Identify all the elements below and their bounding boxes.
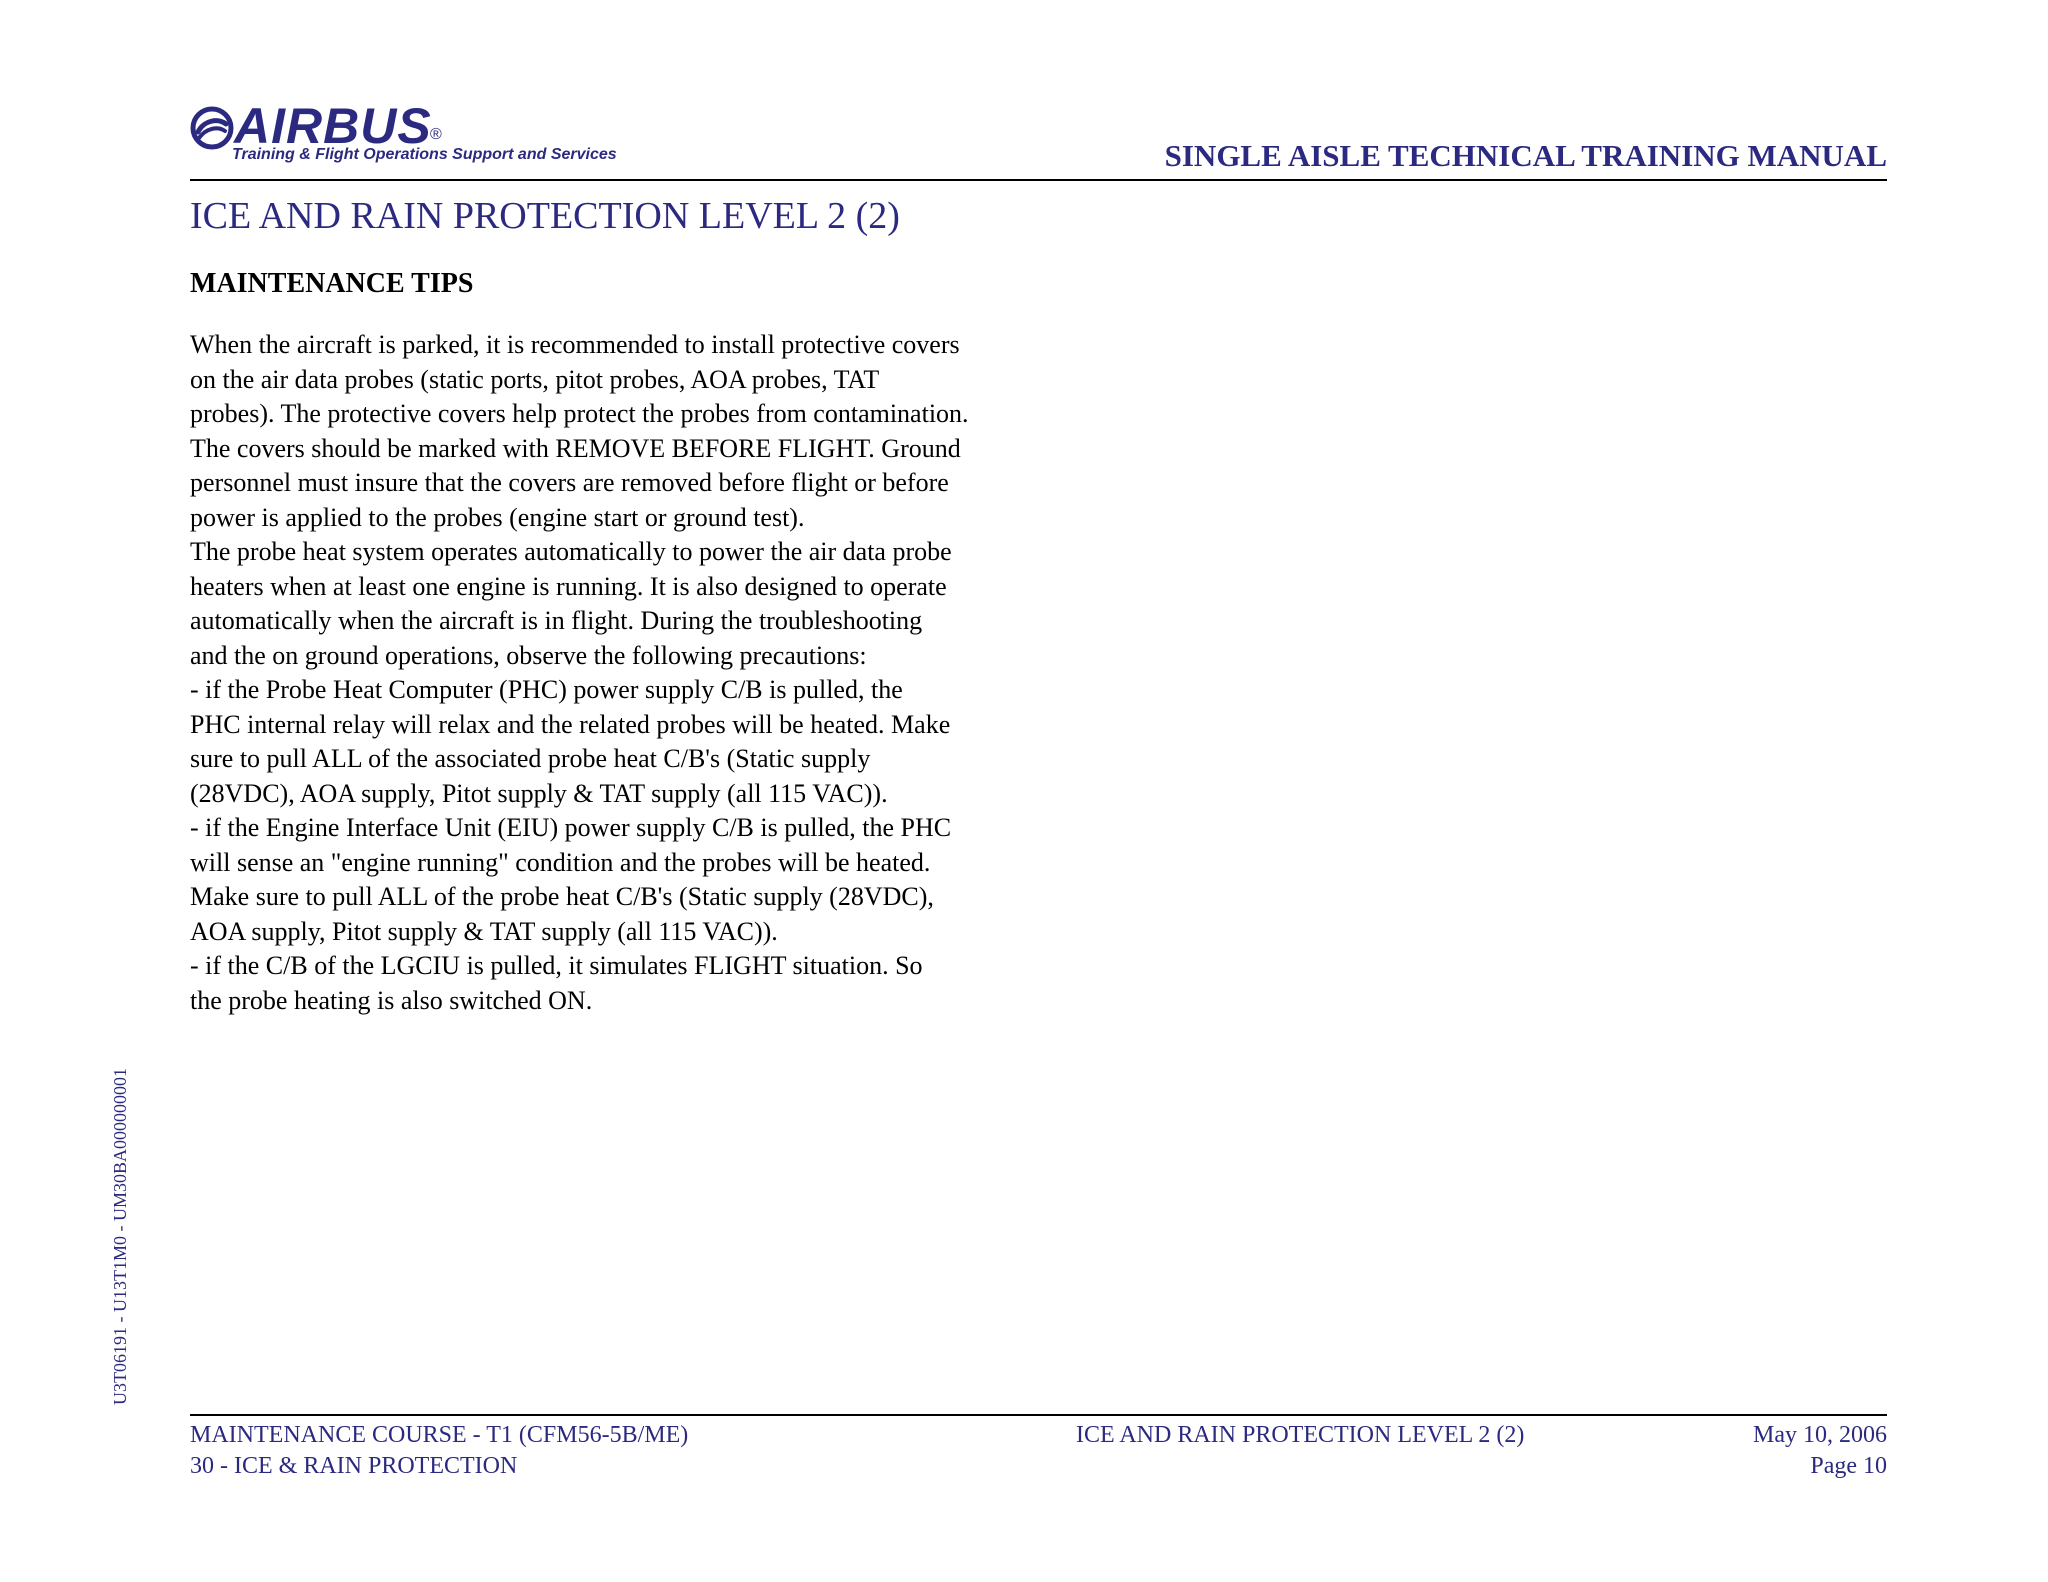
body-line: the probe heating is also switched ON. [190,985,593,1015]
body-line: personnel must insure that the covers are removed before flight or before [190,468,949,497]
body-line: PHC internal relay will relax and the related probes will be heated. Make [190,709,951,739]
body-line: The probe heat system operates automatically to power the air data probe [190,537,952,566]
page-number: Page 10 [1810,1453,1887,1479]
body-line: sure to pull ALL of the associated probe heat C/B's (Static supply [190,744,871,773]
header-divider [190,179,1887,181]
body-line: - if the C/B of the LGCIU is pulled, it simulates FLIGHT situation. So [190,951,923,980]
body-line: When the aircraft is parked, it is recommended to install protective covers [190,330,960,359]
footer-section-title: ICE AND RAIN PROTECTION LEVEL 2 (2) [1076,1422,1525,1448]
airbus-swirl-icon [190,106,234,150]
footer-chapter: 30 - ICE & RAIN PROTECTION [190,1453,518,1479]
body-line: power is applied to the probes (engine start or ground test). [190,502,805,532]
airbus-logo [190,98,670,170]
body-text [190,328,1035,1018]
manual-title: SINGLE AISLE TECHNICAL TRAINING MANUAL [1164,138,1887,173]
logo-wordmark: AIRBUS [234,98,432,154]
body-line: - if the Engine Interface Unit (EIU) power supply C/B is pulled, the PHC [190,813,952,842]
body-line: probes). The protective covers help protect the probes from contamination. [190,399,969,428]
document-reference: U3T06191 - U13T1M0 - UM30BA000000001 [110,1068,130,1405]
page-title: ICE AND RAIN PROTECTION LEVEL 2 (2) [190,195,900,237]
body-line: on the air data probes (static ports, pitot probes, AOA probes, TAT [190,364,880,394]
body-line: (28VDC), AOA supply, Pitot supply & TAT supply (all 115 VAC)). [190,778,888,808]
body-line: The covers should be marked with REMOVE BEFORE FLIGHT. Ground [190,433,961,463]
body-line: heaters when at least one engine is running. It is also designed to operate [190,571,947,601]
section-heading: MAINTENANCE TIPS [190,268,474,299]
body-line: will sense an "engine running" condition and the probes will be heated. [190,847,931,877]
logo-registered-mark: ® [430,126,442,143]
body-line: - if the Probe Heat Computer (PHC) power supply C/B is pulled, the [190,675,903,704]
footer-divider [190,1414,1887,1416]
body-line: automatically when the aircraft is in flight. During the troubleshooting [190,606,923,635]
footer-course: MAINTENANCE COURSE - T1 (CFM56-5B/ME) [190,1422,689,1448]
body-line: Make sure to pull ALL of the probe heat C/B's (Static supply (28VDC), [190,882,934,911]
body-line: and the on ground operations, observe the following precautions: [190,640,867,670]
body-line: AOA supply, Pitot supply & TAT supply (all 115 VAC)). [190,916,778,946]
logo-subtitle: Training & Flight Operations Support and Services [232,146,617,163]
footer-date: May 10, 2006 [1753,1422,1887,1448]
